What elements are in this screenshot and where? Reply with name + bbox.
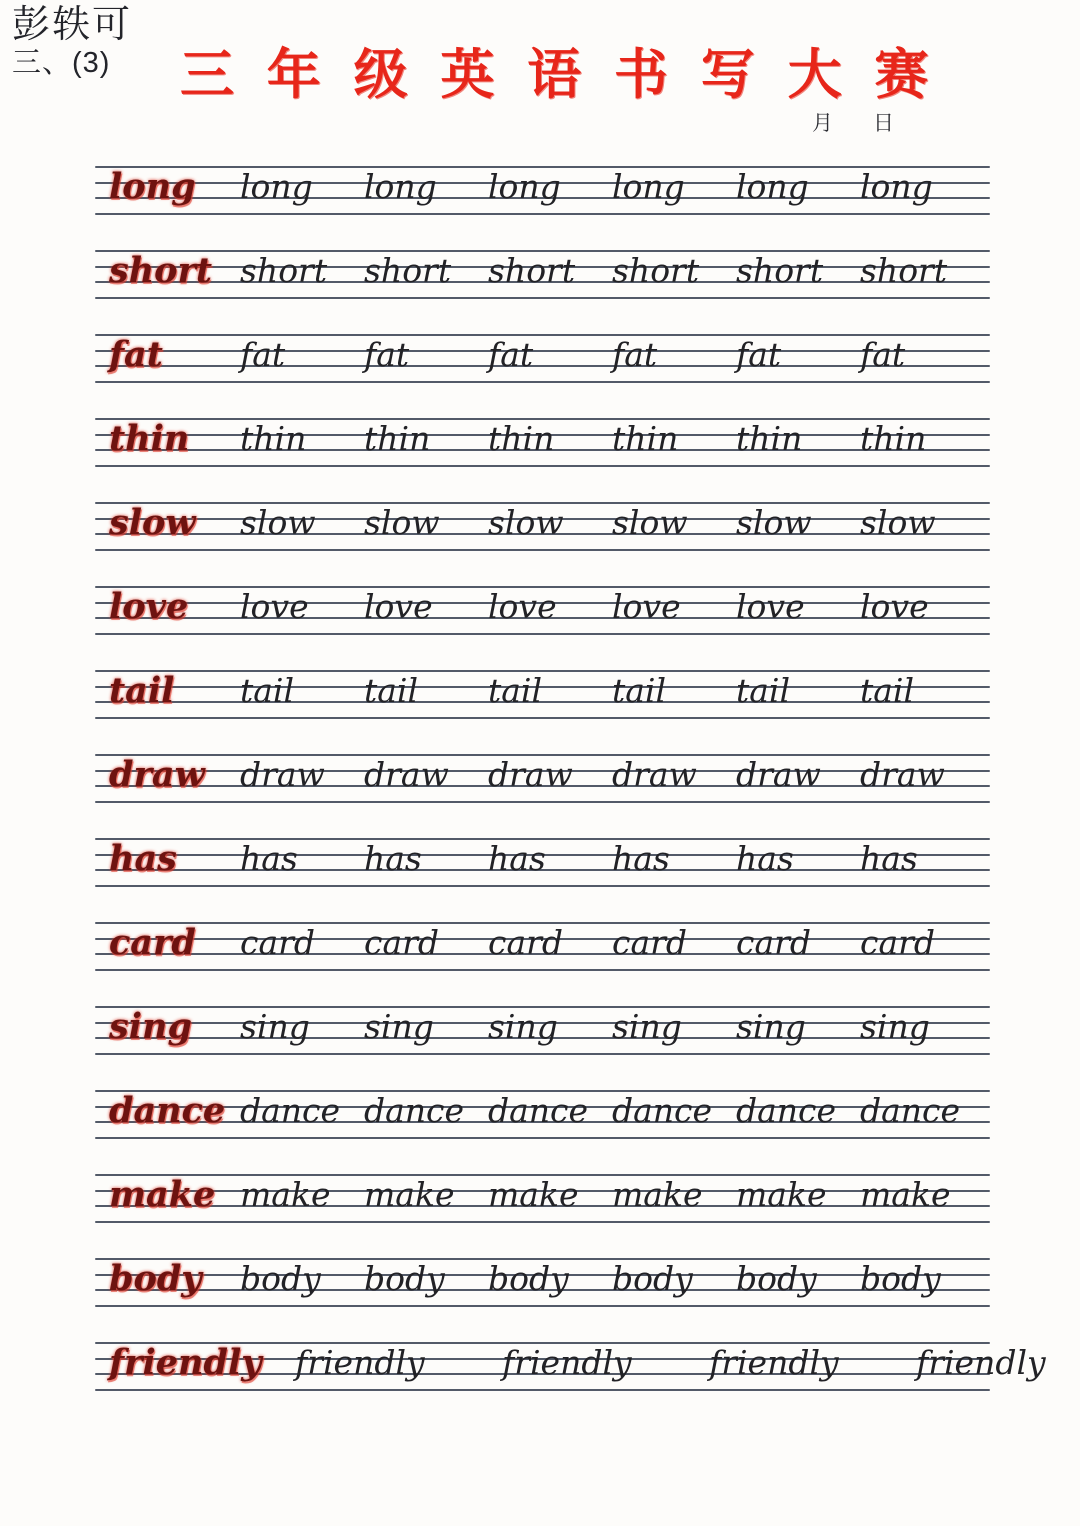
handwritten-word: sing	[240, 1007, 310, 1046]
model-word: sing	[109, 1006, 192, 1047]
handwritten-word: short	[364, 251, 452, 290]
handwritten-word: card	[240, 923, 316, 962]
handwritten-word: draw	[612, 755, 697, 794]
handwritten-word: make	[612, 1175, 703, 1214]
handwritten-word: friendly	[502, 1343, 632, 1382]
handwritten-word: short	[612, 251, 700, 290]
handwritten-word: has	[860, 839, 918, 878]
handwritten-word: thin	[860, 419, 927, 458]
handwritten-word: sing	[612, 1007, 682, 1046]
handwritten-word: has	[364, 839, 422, 878]
handwritten-word: dance	[364, 1091, 465, 1130]
class-label: 三、(3)	[12, 47, 111, 79]
handwritten-word: short	[860, 251, 948, 290]
ruled-line	[95, 969, 990, 971]
practice-row	[95, 250, 990, 299]
handwritten-word: sing	[364, 1007, 434, 1046]
handwritten-word: slow	[612, 503, 688, 542]
model-word: body	[109, 1258, 202, 1299]
model-word: long	[109, 166, 196, 207]
handwritten-word: friendly	[916, 1343, 1046, 1382]
handwritten-word: long	[736, 167, 809, 206]
ruled-line	[95, 686, 990, 688]
handwritten-word: thin	[240, 419, 307, 458]
practice-row	[95, 166, 990, 215]
handwritten-word: friendly	[709, 1343, 839, 1382]
handwritten-word: make	[240, 1175, 331, 1214]
practice-row	[95, 1342, 1046, 1391]
handwritten-word: tail	[736, 671, 791, 710]
handwritten-word: love	[488, 587, 557, 626]
handwritten-word: long	[240, 167, 313, 206]
ruled-line	[95, 1305, 990, 1307]
handwritten-word: long	[364, 167, 437, 206]
handwritten-word: dance	[488, 1091, 589, 1130]
handwritten-word: make	[488, 1175, 579, 1214]
handwritten-word: body	[612, 1259, 693, 1298]
handwritten-word: love	[364, 587, 433, 626]
ruled-line	[95, 334, 990, 336]
handwritten-word: draw	[364, 755, 449, 794]
ruled-line	[95, 801, 990, 803]
practice-row	[95, 922, 990, 971]
day-label: 日	[873, 112, 894, 135]
handwritten-word: make	[364, 1175, 455, 1214]
handwritten-word: thin	[488, 419, 555, 458]
student-name: 彭轶可	[12, 4, 133, 46]
handwritten-word: thin	[364, 419, 431, 458]
ruled-line	[95, 1053, 990, 1055]
handwritten-word: draw	[860, 755, 945, 794]
page-title: 三 年 级 英 语 书 写 大 赛	[180, 42, 936, 106]
ruled-line	[95, 213, 990, 215]
handwritten-word: friendly	[295, 1343, 425, 1382]
model-word: has	[109, 838, 177, 879]
handwritten-word: body	[488, 1259, 569, 1298]
handwritten-word: love	[612, 587, 681, 626]
practice-row	[95, 502, 990, 551]
ruled-line	[95, 1221, 990, 1223]
ruled-line	[95, 717, 990, 719]
handwritten-word: card	[364, 923, 440, 962]
student-info	[12, 4, 132, 80]
model-word: dance	[109, 1090, 226, 1131]
handwritten-word: tail	[364, 671, 419, 710]
month-label: 月	[812, 112, 833, 135]
practice-row	[95, 838, 990, 887]
handwritten-word: card	[488, 923, 564, 962]
model-word: love	[109, 586, 189, 627]
practice-row	[95, 586, 990, 635]
handwritten-word: slow	[736, 503, 812, 542]
handwritten-word: draw	[240, 755, 325, 794]
handwritten-word: has	[736, 839, 794, 878]
model-word: card	[109, 922, 196, 963]
handwritten-word: body	[240, 1259, 321, 1298]
model-word: thin	[109, 418, 190, 459]
handwritten-word: short	[488, 251, 576, 290]
handwritten-word: thin	[612, 419, 679, 458]
handwritten-word: sing	[860, 1007, 930, 1046]
handwritten-word: short	[240, 251, 328, 290]
handwritten-word: has	[612, 839, 670, 878]
handwritten-word: sing	[736, 1007, 806, 1046]
handwritten-word: short	[736, 251, 824, 290]
practice-row	[95, 1090, 990, 1139]
ruled-line	[95, 1137, 990, 1139]
ruled-line	[95, 297, 990, 299]
handwritten-word: dance	[736, 1091, 837, 1130]
practice-row	[95, 334, 990, 383]
model-word: make	[109, 1174, 216, 1215]
handwritten-word: fat	[736, 335, 782, 374]
handwritten-word: love	[240, 587, 309, 626]
handwritten-word: has	[240, 839, 298, 878]
ruled-line	[95, 465, 990, 467]
handwritten-word: love	[736, 587, 805, 626]
ruled-line	[95, 1389, 990, 1391]
handwritten-word: dance	[240, 1091, 341, 1130]
handwritten-word: fat	[612, 335, 658, 374]
handwritten-word: dance	[612, 1091, 713, 1130]
handwritten-word: love	[860, 587, 929, 626]
practice-row	[95, 1174, 990, 1223]
handwritten-word: draw	[736, 755, 821, 794]
handwritten-word: tail	[488, 671, 543, 710]
practice-row	[95, 418, 990, 467]
model-word: slow	[109, 502, 196, 543]
practice-row	[95, 1006, 990, 1055]
handwritten-word: thin	[736, 419, 803, 458]
ruled-line	[95, 381, 990, 383]
handwritten-word: card	[736, 923, 812, 962]
ruled-line	[95, 549, 990, 551]
model-word: tail	[109, 670, 175, 711]
handwritten-word: fat	[488, 335, 534, 374]
ruled-line	[95, 350, 990, 352]
model-word: friendly	[109, 1342, 262, 1383]
handwritten-word: slow	[240, 503, 316, 542]
ruled-line	[95, 701, 990, 703]
ruled-line	[95, 365, 990, 367]
practice-row	[95, 670, 990, 719]
ruled-line	[95, 885, 990, 887]
handwritten-word: body	[364, 1259, 445, 1298]
handwritten-word: body	[860, 1259, 941, 1298]
handwritten-word: dance	[860, 1091, 961, 1130]
handwritten-word: draw	[488, 755, 573, 794]
handwritten-word: sing	[488, 1007, 558, 1046]
practice-row	[95, 1258, 990, 1307]
handwritten-word: fat	[240, 335, 286, 374]
handwritten-word: make	[736, 1175, 827, 1214]
handwritten-word: card	[612, 923, 688, 962]
handwritten-word: tail	[240, 671, 295, 710]
handwritten-word: long	[612, 167, 685, 206]
handwritten-word: make	[860, 1175, 951, 1214]
handwritten-word: long	[860, 167, 933, 206]
handwritten-word: slow	[364, 503, 440, 542]
model-word: draw	[109, 754, 205, 795]
handwritten-word: has	[488, 839, 546, 878]
handwritten-word: card	[860, 923, 936, 962]
handwritten-word: fat	[364, 335, 410, 374]
ruled-line	[95, 633, 990, 635]
handwritten-word: body	[736, 1259, 817, 1298]
handwritten-word: long	[488, 167, 561, 206]
model-word: fat	[109, 334, 163, 375]
practice-row	[95, 754, 990, 803]
handwritten-word: fat	[860, 335, 906, 374]
ruled-line	[95, 670, 990, 672]
handwritten-word: tail	[860, 671, 915, 710]
handwritten-word: slow	[860, 503, 936, 542]
handwritten-word: slow	[488, 503, 564, 542]
model-word: short	[109, 250, 213, 291]
handwritten-word: tail	[612, 671, 667, 710]
date-line	[812, 107, 894, 137]
